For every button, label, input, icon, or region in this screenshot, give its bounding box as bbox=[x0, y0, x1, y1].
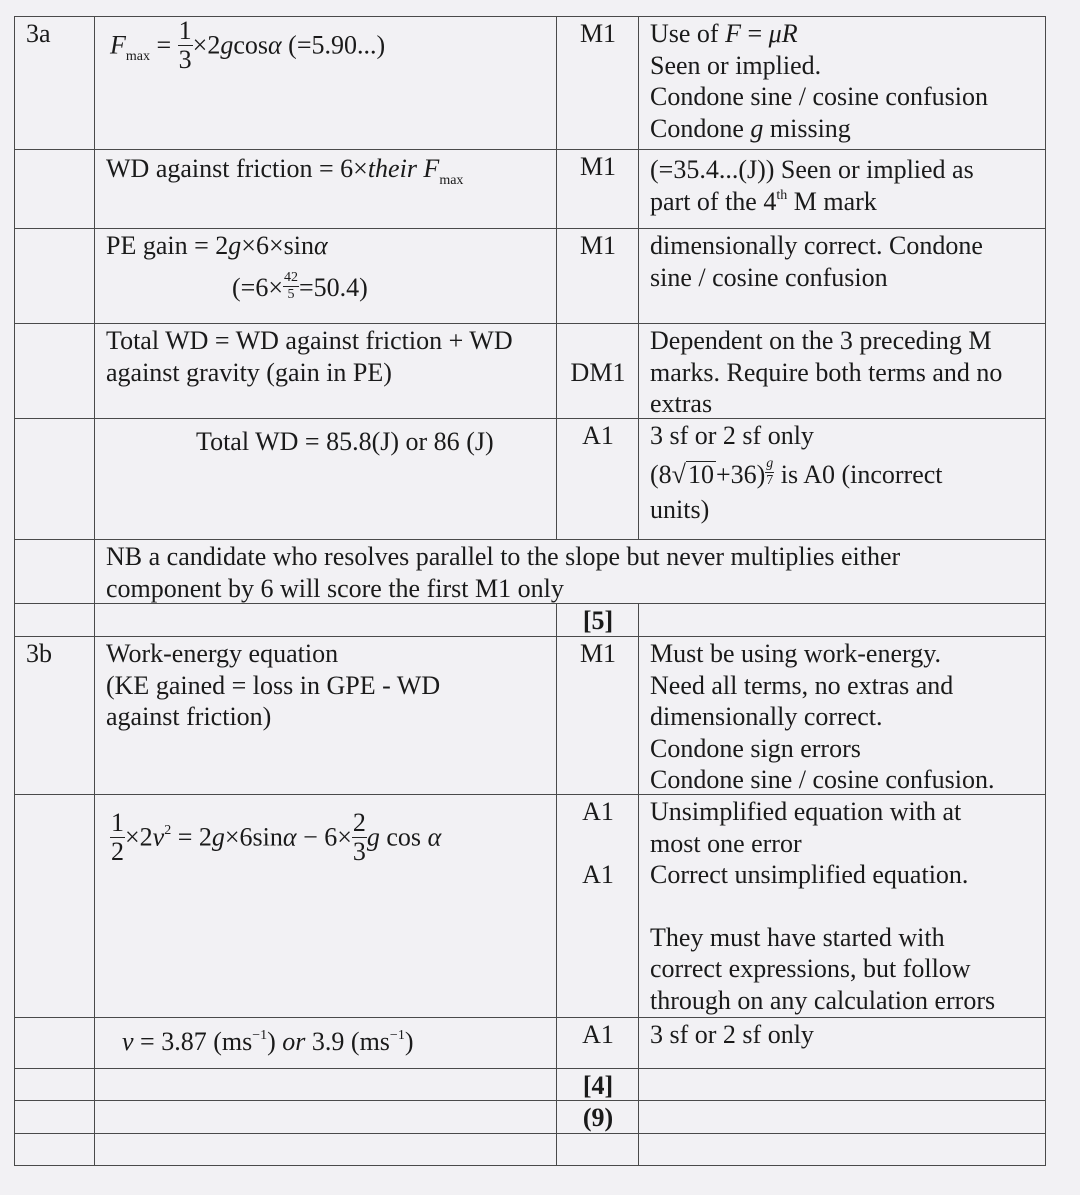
mark-notes: (=35.4...(J)) Seen or implied as part of the 4th M mark bbox=[650, 155, 974, 216]
mark-code: M1 bbox=[579, 152, 617, 181]
mark-notes: dimensionally correct. Condone sine / cosine confusion bbox=[650, 231, 983, 292]
column-divider bbox=[94, 16, 95, 1166]
row-divider bbox=[14, 539, 1046, 540]
row-divider bbox=[14, 1017, 1046, 1018]
answer-text: Total WD = WD against friction + WD against gravity (gain in PE) bbox=[106, 326, 513, 387]
mark-code: A1 bbox=[582, 421, 614, 450]
total-marks-3a: [5] bbox=[582, 606, 614, 635]
answer-equation: Total WD = 85.8(J) or 86 (J) bbox=[196, 427, 494, 456]
answer-equation: $F_{max}$ = $\frac{1}{3}$ ×2gcosα (=5.90...) bbox=[110, 16, 386, 74]
fraction: $\frac{2}{3}$ bbox=[352, 808, 366, 866]
total-marks-question: (9) bbox=[582, 1103, 614, 1132]
column-divider bbox=[638, 16, 639, 540]
mark-notes: 3 sf or 2 sf only (8√10+36) $\frac{g}{7}$ is A0 (incorrect units) bbox=[650, 421, 943, 525]
total-marks-3b: [4] bbox=[582, 1071, 614, 1100]
column-divider bbox=[556, 16, 557, 540]
row-divider bbox=[14, 228, 1046, 229]
mark-notes: Must be using work-energy. Need all terms, no extras and dimensionally correct. Condone sign errors Condone sine / cosine confusion. bbox=[650, 639, 995, 794]
nb-note: NB a candidate who resolves parallel to the slope but never multiplies either component by 6 will score the first M1 only bbox=[106, 542, 901, 603]
mark-code: A1 bbox=[582, 1020, 614, 1049]
mark-code: A1 bbox=[582, 797, 614, 826]
column-divider bbox=[556, 603, 557, 1166]
table-border-left bbox=[14, 16, 15, 1166]
mark-notes: Dependent on the 3 preceding M marks. Require both terms and no extras bbox=[650, 326, 1003, 418]
row-divider bbox=[14, 1133, 1046, 1134]
mark-notes: Use of F = μR Seen or implied. Condone sine / cosine confusion Condone g missing bbox=[650, 19, 988, 143]
row-divider bbox=[14, 1068, 1046, 1069]
row-divider bbox=[14, 323, 1046, 324]
mark-notes: Unsimplified equation with at most one error Correct unsimplified equation. They must have started with correct expressions, but follow through on any calculation errors bbox=[650, 797, 996, 1015]
fraction: $\frac{1}{3}$ bbox=[178, 16, 192, 74]
table-border-right bbox=[1045, 16, 1046, 1166]
question-label: 3b bbox=[26, 639, 52, 668]
mark-code: M1 bbox=[579, 639, 617, 668]
answer-equation: WD against friction = 6×their $F_{max}$ bbox=[106, 154, 464, 188]
mark-code: M1 bbox=[579, 231, 617, 260]
row-divider bbox=[14, 636, 1046, 637]
question-label: 3a bbox=[26, 19, 51, 48]
mark-code: A1 bbox=[582, 860, 614, 889]
fraction: $\frac{g}{7}$ bbox=[766, 456, 774, 489]
row-divider bbox=[14, 1100, 1046, 1101]
table-border-top bbox=[14, 16, 1046, 17]
row-divider bbox=[14, 149, 1046, 150]
answer-equation-value: (=6× $\frac{42}{5}$ =50.4) bbox=[232, 269, 368, 302]
mark-scheme-table bbox=[14, 16, 1046, 1166]
mark-code: DM1 bbox=[570, 358, 626, 387]
answer-equation: PE gain = 2g×6×sinα bbox=[106, 231, 328, 260]
fraction: $\frac{42}{5}$ bbox=[283, 269, 298, 302]
answer-equation: v = 3.87 $(ms^{-1})$ or 3.9 $(ms^{-1})$ bbox=[122, 1027, 414, 1056]
square-root-symbol: √ bbox=[671, 459, 686, 489]
table-border-bottom bbox=[14, 1165, 1046, 1166]
column-divider bbox=[638, 603, 639, 1166]
answer-text: Work-energy equation (KE gained = loss in GPE - WD against friction) bbox=[106, 639, 441, 731]
answer-equation: $\frac{1}{2}$ $\times 2v^2 = 2g\times 6\sin\alpha - 6\times$ $\frac{2}{3}$ g cos α bbox=[111, 808, 442, 866]
mark-notes: 3 sf or 2 sf only bbox=[650, 1020, 814, 1049]
mark-code: M1 bbox=[579, 19, 617, 48]
fraction: $\frac{1}{2}$ bbox=[111, 808, 124, 866]
